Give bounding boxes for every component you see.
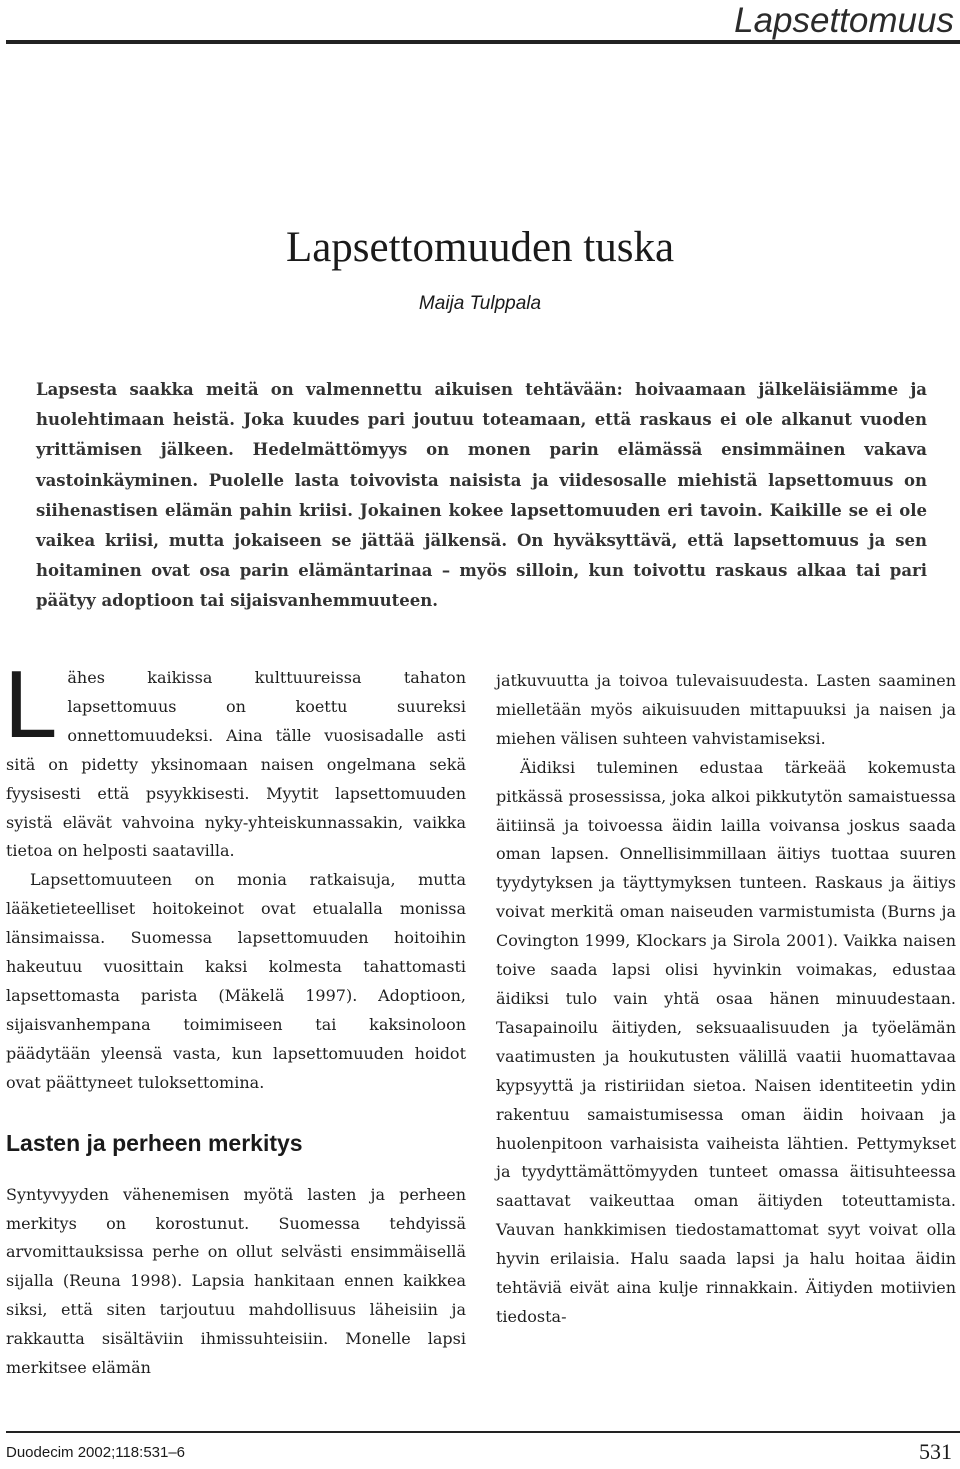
article-author: Maija Tulppala [418, 293, 542, 314]
body-paragraph-1 [4, 651, 466, 866]
body-paragraph-4: jatkuvuutta ja toivoa tulevaisuudesta. Lasten saaminen mielletään myös aikuisuuden mittapuuksi ja naisen ja miehen välisen suhteen vahvistamiseksi. [496, 671, 956, 748]
body-paragraph-5: Äidiksi tuleminen edustaa tärkeää kokemusta pitkässä prosessissa, joka alkoi pikkutytön samaistuessa äitiinsä ja toivoessa äidin lailla voivansa joskus saada oman lapsen. Onnellisimmillaan äitiys tuottaa suuren tyydytyksen ja täyttymyksen tunteen. Raskaus ja äitiys voivat merkitä oman naiseuden varmistumista (Burns ja Covington 1999, Klockars ja Sirola 2001). Vaikka naisen toive saada lapsi olisi hyvinkin voimakas, edustaa äidiksi tulo vain yhtä osaa hänen minuudestaan. Tasapainoilu äitiyden, seksuaalisuuden ja työelämän vaatimusten ja houkutusten välillä vaatii huomattavaa kypsyyttä ja ristiriidan sietoa. Naisen identiteetin ydin rakentuu samaistumisessa oman äidin hoivaan ja huolenpitoon varhaisista vaiheista lähtien. Pettymykset ja tyydyttämättömyyden tunteet omassa äitisuhteessa saattavat vaikeuttaa oman äitiyden toteuttamista. Vauvan hankkimisen tiedostamattomat syyt voivat olla hyvin erilaisia. Halu saada lapsi ja halu hoitaa äidin tehtäviä eivät aina kulje rinnakkain. Äitiyden motiivien tiedosta- [496, 757, 956, 1326]
article-title: Lapsettomuuden tuska [285, 224, 675, 271]
lead-paragraph: Lapsesta saakka meitä on valmennettu aikuisen tehtävään: hoivaamaan jälkeläisiämme ja huolehtimaan heistä. Joka kuudes pari joutuu toteamaan, että raskaus ei ole alkanut vuoden yrittämisen jälkeen. Hedelmättömyys on monen parin elämässä ensimmäinen vakava vastoinkäyminen. Puolelle lasta toivovista naisista ja viidesosalle miehistä lapsettomuus on siihenastisen elämän pahin kriisi. Jokainen kokee lapsettomuuden eri tavoin. Kaikille se ei ole vaikea kriisi, mutta jokaiseen se jättää jälkensä. On hyväksyttävä, että lapsettomuus ja sen hoitaminen ovat osa parin elämäntarinaa – myös silloin, kun toivottu raskaus alkaa tai pari päätyy adoptioon tai sijaisvanhemmuuteen. [36, 380, 927, 611]
bottom-rule [6, 1431, 960, 1433]
section-subheading: Lasten ja perheen merkitys [6, 1129, 303, 1156]
body-paragraph-2: Lapsettomuuteen on monia ratkaisuja, mutta lääketieteelliset hoitokeinot ovat etualalla monissa länsimaissa. Suomessa lapsettomuuden hoitoihin hakeutuu vuosittain kaksi kolmesta tahattomasti lapsettomasta parista (Mäkelä 1997). Adoptioon, sijaisvanhempana toimimiseen tai kaksinoloon päädytään yleensä vasta, kun lapsettomuuden hoidot ovat päättyneet tuloksettomina. [6, 870, 466, 1092]
page-number: 531 [919, 1439, 952, 1464]
top-rule [6, 40, 960, 44]
section-label: Lapsettomuus [734, 1, 954, 40]
left-column [4, 651, 466, 1383]
journal-citation: Duodecim 2002;118:531–6 [6, 1444, 186, 1461]
right-column [496, 667, 956, 1332]
body-paragraph-1-text: ähes kaikissa kulttuureissa tahaton lapsettomuus on koettu suureksi onnettomuudeksi. Aina tälle vuosisadalle asti sitä on pidetty yksinomaan naisen ongelmana sekä fyysisesti että psyykkisesti. Myytit lapsettomuuden syistä elävät vahvoina nyky-yhteiskunnassakin, vaikka tietoa on helposti saatavilla. [6, 668, 466, 861]
drop-cap: L [4, 651, 58, 758]
body-paragraph-3: Syntyvyyden vähenemisen myötä lasten ja perheen merkitys on korostunut. Suomessa tehdyissä arvomittauksissa perhe on ollut selvästi ensimmäisellä sijalla (Reuna 1998). Lapsia hankitaan ennen kaikkea siksi, että siten tarjoutuu mahdollisuus läheisiin ja rakkautta sisältäviin ihmissuhteisiin. Monelle lapsi merkitsee elämän [6, 1184, 466, 1378]
